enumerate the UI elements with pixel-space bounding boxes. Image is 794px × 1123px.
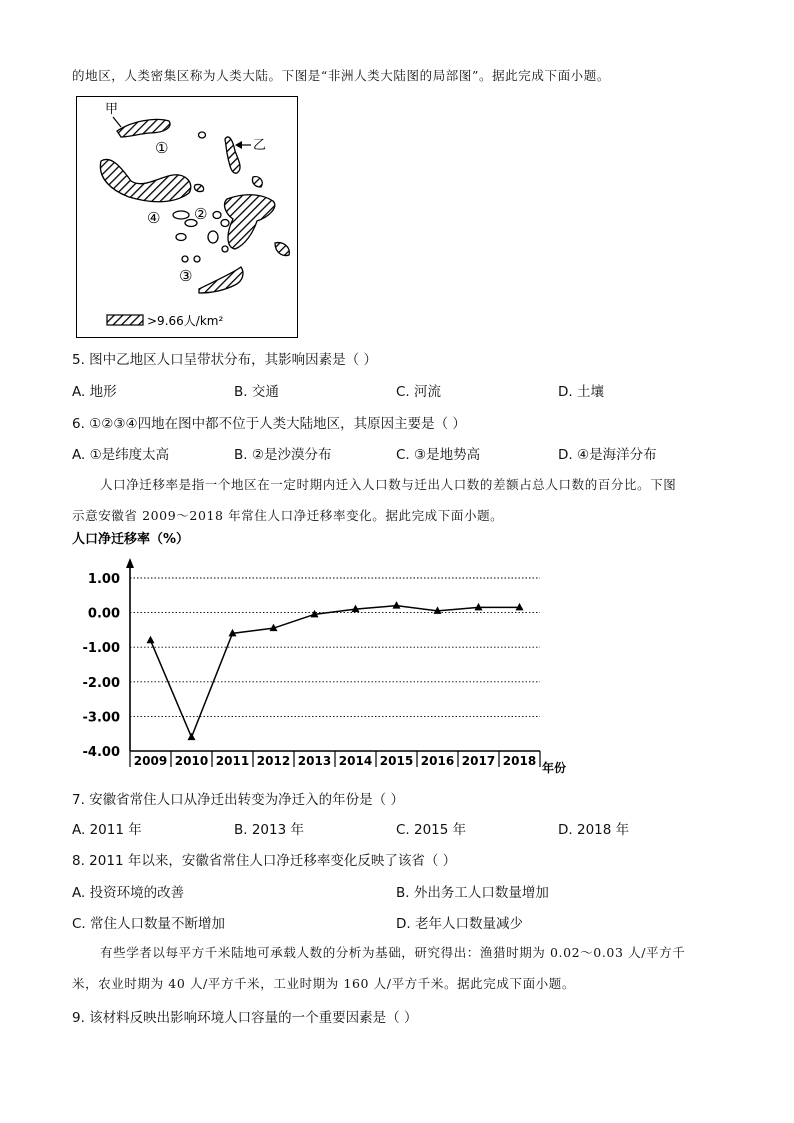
q8-option-a[interactable]: A. 投资环境的改善 [72,885,185,901]
map-label-jia: 甲 [105,102,119,117]
data-point [147,636,155,644]
region-right-top [252,177,262,187]
q8-option-c[interactable]: C. 常住人口数量不断增加 [72,916,226,932]
legend-swatch [107,315,143,325]
material2-line1: 人口净迁移率是指一个地区在一定时期内迁入人口数与迁出人口数的差额占总人口数的百分比。下图 [100,477,677,492]
q8-stem: 8. 2011 年以来，安徽省常住人口净迁移率变化反映了该省（ ） [72,853,457,869]
q7-option-a[interactable]: A. 2011 年 [72,822,142,838]
series-line [151,606,520,737]
region-west [100,159,190,201]
q6-option-b[interactable]: B. ②是沙漠分布 [234,447,332,463]
legend-text: >9.66人/km² [147,314,224,328]
x-tick-label: 2009 [133,754,168,768]
material3-line1: 有些学者以每平方千米陆地可承载人数的分析为基础，研究得出：渔猎时期为 0.02～0.03 人/平方千 [100,945,686,960]
q7-option-b[interactable]: B. 2013 年 [234,822,304,838]
material2-line2: 示意安徽省 2009～2018 年常住人口净迁移率变化。据此完成下面小题。 [72,508,504,523]
q7-option-c[interactable]: C. 2015 年 [396,822,467,838]
x-tick-label: 2013 [297,754,332,768]
q7-stem: 7. 安徽省常住人口从净迁出转变为净迁入的年份是（ ） [72,792,404,808]
map-label-3: ③ [179,267,193,285]
region-small-mid [194,184,203,191]
map-svg [77,97,296,336]
y-tick-label: -2.00 [82,675,120,691]
x-tick-label: 2017 [461,754,496,768]
y-axis-arrow [126,558,134,568]
q6-option-d[interactable]: D. ④是海洋分布 [558,447,657,463]
intro-line: 的地区，人类密集区称为人类大陆。下图是“非洲人类大陆图的局部图”。据此完成下面小题。 [72,68,610,83]
map-label-4: ④ [147,209,161,227]
x-tick-label: 2014 [338,754,373,768]
x-tick-label: 2010 [174,754,209,768]
x-tick-label: 2015 [379,754,414,768]
arrow-jia [113,117,121,127]
q5-option-b[interactable]: B. 交通 [234,384,279,400]
region-east [225,195,275,249]
y-tick-label: -4.00 [82,745,120,760]
x-tick-label: 2012 [256,754,291,768]
chart-xlabel: 年份 [542,761,567,775]
y-tick-label: -3.00 [82,710,120,726]
x-tick-label: 2011 [215,754,250,768]
arrow-yi-head [235,141,242,149]
q6-option-a[interactable]: A. ①是纬度太高 [72,447,170,463]
region-south [199,267,243,293]
chart-ylabel: 人口净迁移率（%） [72,532,190,547]
x-tick-label: 2016 [420,754,455,768]
map-label-1: ① [155,139,169,157]
q5-option-c[interactable]: C. 河流 [396,384,442,400]
q5-option-d[interactable]: D. 土壤 [558,384,604,400]
q5-option-a[interactable]: A. 地形 [72,384,117,400]
q5-stem: 5. 图中乙地区人口呈带状分布，其影响因素是（ ） [72,352,377,368]
data-point [393,601,401,609]
data-point [188,733,196,741]
q9-stem: 9. 该材料反映出影响环境人口容量的一个重要因素是（ ） [72,1010,418,1026]
x-tick-label: 2018 [502,754,537,768]
map-label-2: ② [194,205,208,223]
region-jia [117,119,170,137]
y-tick-label: -1.00 [82,641,120,657]
y-tick-label: 0.00 [87,606,120,622]
q7-option-d[interactable]: D. 2018 年 [558,822,630,838]
region-right [275,243,289,256]
material3-line2: 米，农业时期为 40 人/平方千米，工业时期为 160 人/平方千米。据此完成下面小题。 [72,976,575,991]
q6-stem: 6. ①②③④四地在图中都不位于人类大陆地区，其原因主要是（ ） [72,416,466,432]
q8-option-d[interactable]: D. 老年人口数量减少 [396,916,523,932]
map-figure [76,96,298,338]
q8-option-b[interactable]: B. 外出务工人口数量增加 [396,885,549,901]
y-tick-label: 1.00 [87,572,120,587]
net-migration-chart [72,530,612,778]
q6-option-c[interactable]: C. ③是地势高 [396,447,481,463]
map-label-yi: 乙 [253,138,267,153]
region-yi [225,137,240,173]
